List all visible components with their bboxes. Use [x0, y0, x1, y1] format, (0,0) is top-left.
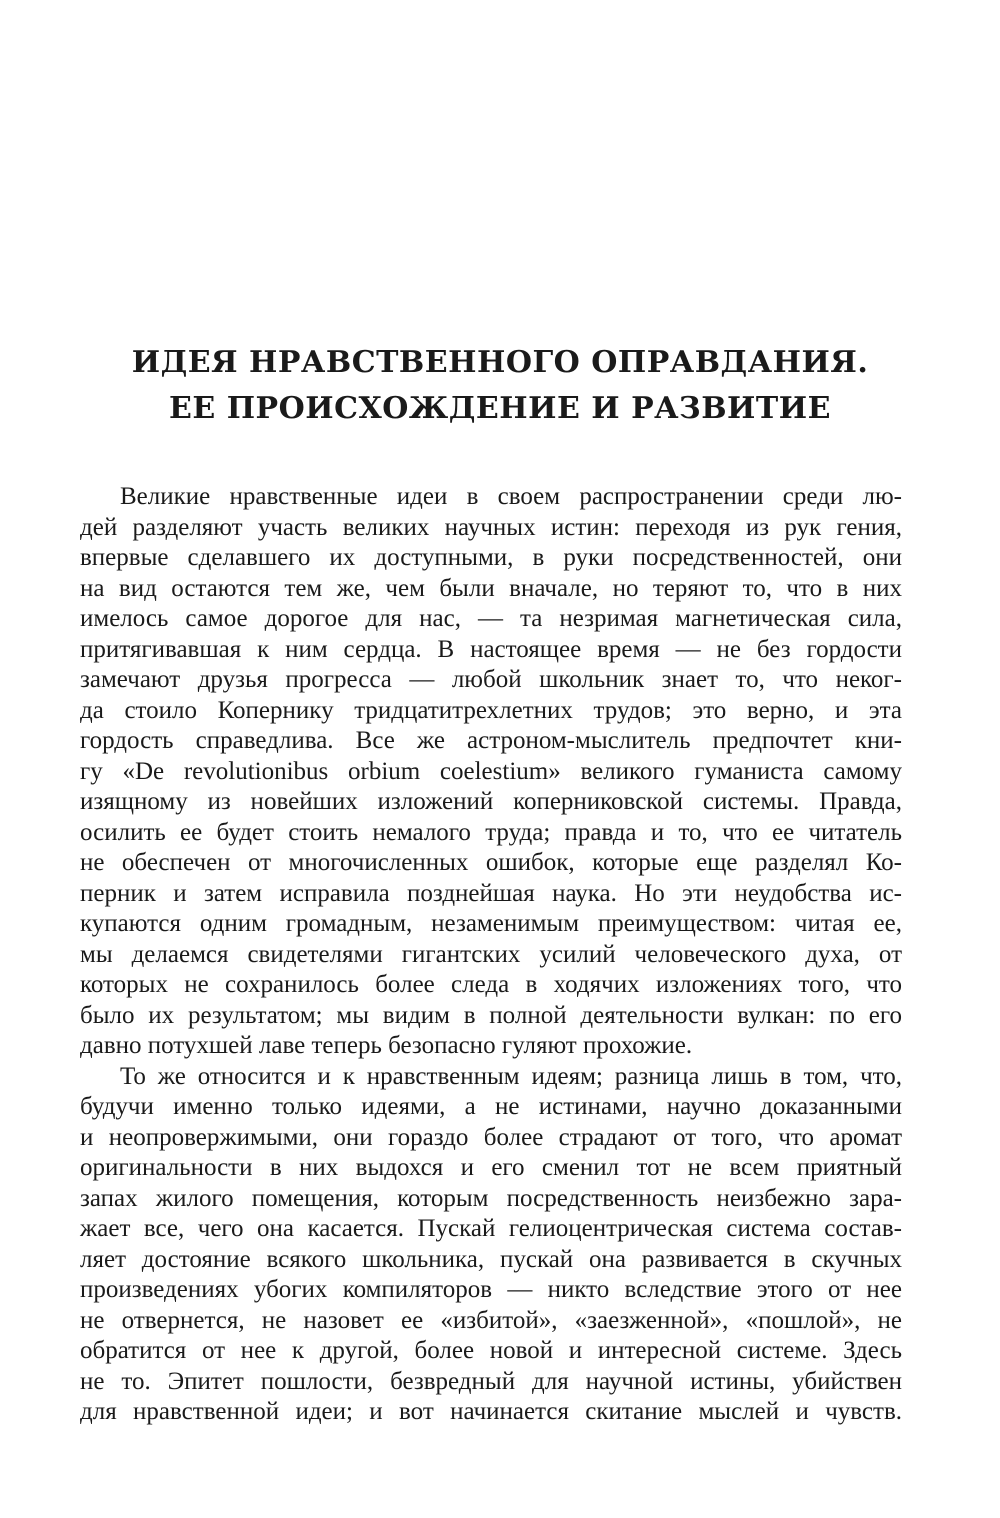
text-line: жает все, чего она касается. Пускай гелиоцентрическая система состав-: [80, 1215, 902, 1242]
chapter-title-line-1: ИДЕЯ НРАВСТВЕННОГО ОПРАВДАНИЯ.: [131, 345, 869, 380]
text-line: притягивавшая к ним сердца. В настоящее время — не без гордости: [80, 635, 902, 663]
text-line: не отвернется, не назовет ее «избитой», «заезженной», «пошлой», не: [80, 1306, 902, 1334]
text-line: гу «De revolutionibus orbium coelestium» великого гуманиста самому: [80, 757, 902, 785]
body-text: [80, 482, 902, 1428]
text-line: изящному из новейших изложений коперниковской системы. Правда,: [80, 788, 902, 815]
text-line: будучи именно только идеями, а не истинами, научно доказанными: [80, 1093, 902, 1120]
text-line: обратится от нее к другой, более новой и интересной системе. Здесь: [80, 1337, 902, 1364]
text-line: впервые сделавшего их доступными, в руки посредственностей, они: [80, 544, 902, 571]
text-line: давно потухшей лаве теперь безопасно гуляют прохожие.: [80, 1032, 693, 1059]
text-line: которых не сохранилось более следа в ходячих изложениях того, что: [80, 971, 902, 998]
text-line: произведениях убогих компиляторов — никто вследствие этого от нее: [80, 1276, 902, 1303]
text-line: и неопровержимыми, они гораздо более страдают от того, что аромат: [80, 1123, 902, 1151]
text-line: на вид остаются тем же, чем были вначале, но теряют то, что в них: [80, 574, 902, 602]
text-line: гордость справедлива. Все же астроном-мыслитель предпочтет кни-: [80, 727, 902, 754]
text-line: То же относится и к нравственным идеям; разница лишь в том, что,: [120, 1062, 902, 1090]
text-line: не то. Эпитет пошлости, безвредный для научной истины, убийствен: [80, 1367, 902, 1395]
text-line: оригинальности в них выдохся и его сменил тот не всем приятный: [80, 1154, 902, 1181]
text-line: купаются одним громадным, незаменимым преимуществом: читая ее,: [80, 910, 902, 937]
text-line: имелось самое дорогое для нас, — та незримая магнетическая сила,: [80, 605, 902, 632]
text-line: запах жилого помещения, которым посредственность неизбежно зара-: [80, 1184, 902, 1212]
text-line: мы делаемся свидетелями гигантских усилий человеческого духа, от: [80, 940, 902, 968]
text-line: перник и затем исправила позднейшая наука. Но эти неудобства ис-: [80, 879, 902, 907]
text-line: для нравственной идеи; и вот начинается скитание мыслей и чувств.: [80, 1398, 902, 1425]
text-line: Великие нравственные идеи в своем распространении среди лю-: [120, 483, 902, 510]
text-line: замечают друзья прогресса — любой школьник знает то, что неког-: [80, 666, 902, 693]
text-line: да стоило Копернику тридцатитрехлетних трудов; это верно, и эта: [80, 696, 902, 724]
chapter-title: [60, 340, 940, 432]
text-line: дей разделяют участь великих научных истин: переходя из рук гения,: [80, 513, 902, 541]
text-line: не обеспечен от многочисленных ошибок, которые еще разделял Ко-: [80, 849, 902, 876]
text-line: осилить ее будет стоить немалого труда; правда и то, что ее читатель: [80, 818, 902, 846]
text-line: ляет достояние всякого школьника, пускай она развивается в скучных: [80, 1245, 902, 1273]
text-line: было их результатом; мы видим в полной деятельности вулкан: по его: [80, 1001, 902, 1029]
chapter-title-line-2: ЕЕ ПРОИСХОЖДЕНИЕ И РАЗВИТИЕ: [169, 391, 831, 426]
